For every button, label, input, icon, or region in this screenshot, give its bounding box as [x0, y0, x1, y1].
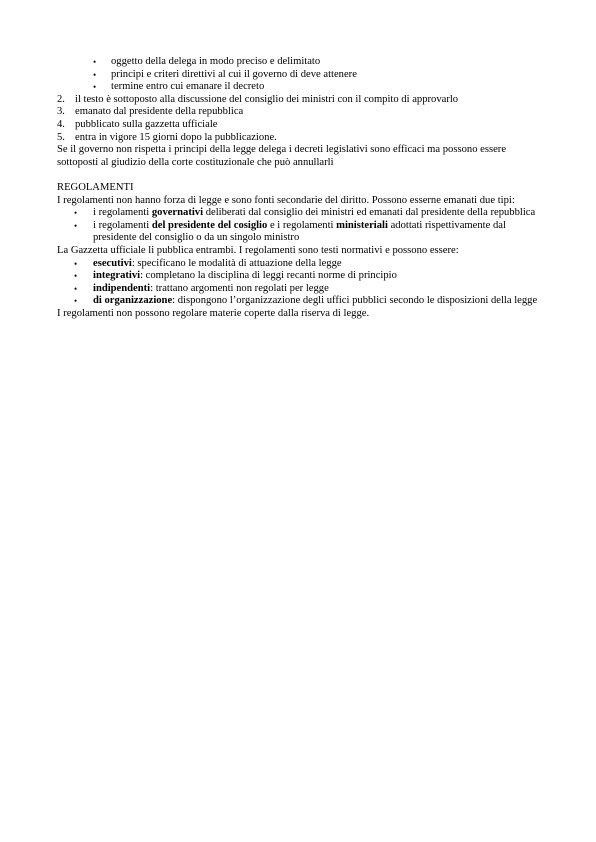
list-item: • oggetto della delega in modo preciso e delimitato	[93, 56, 321, 67]
section-heading-regolamenti: REGOLAMENTI	[57, 181, 134, 193]
list-item: • termine entro cui emanare il decreto	[93, 81, 265, 93]
bullet-icon: •	[93, 82, 97, 93]
paragraph-violation: Se il governo non rispetta i principi della legge delega i decreti legislativi sono efficaci ma possono essere sottoposti al giudizio della corte costituzionale che può annullarli	[57, 144, 507, 168]
regulation-kinds-list	[57, 258, 539, 308]
bullet-icon: •	[74, 296, 78, 307]
paragraph-gazzetta: La Gazzetta ufficiale li pubblica entrambi. I regolamenti sono testi normativi e possono essere:	[57, 244, 459, 256]
procedure-steps-list	[57, 94, 539, 144]
spacer	[57, 169, 539, 182]
bullet-icon: •	[93, 69, 97, 80]
bullet-icon: •	[74, 271, 78, 282]
list-item: • indipendenti: trattano argomenti non regolati per legge	[74, 282, 329, 294]
bullet-icon: •	[74, 220, 78, 231]
list-item: • di organizzazione: dispongono l’organizzazione degli uffici pubblici secondo le disposizioni della legge	[74, 295, 538, 307]
list-item: 3. emanato dal presidente della repubblica	[57, 106, 244, 118]
paragraph-intro: I regolamenti non hanno forza di legge e sono fonti secondarie del diritto. Possono esserne emanati due tipi:	[57, 194, 515, 206]
bullet-icon: •	[74, 208, 78, 219]
list-item: • i regolamenti governativi deliberati dal consiglio dei ministri ed emanati dal presidente della repubblica	[74, 207, 536, 219]
list-item: 2. il testo è sottoposto alla discussione del consiglio dei ministri con il compito di approvarlo	[57, 93, 459, 105]
bullet-icon: •	[74, 258, 78, 269]
document-page	[57, 56, 539, 320]
regulation-types-list	[57, 207, 539, 245]
list-item: • principi e criteri direttivi al cui il governo di deve attenere	[93, 68, 357, 80]
paragraph-final: I regolamenti non possono regolare materie coperte dalla riserva di legge.	[57, 307, 370, 319]
list-item: 4. pubblicato sulla gazzetta ufficiale	[57, 118, 218, 130]
list-item: • esecutivi: specificano le modalità di attuazione della legge	[74, 257, 342, 269]
bullet-icon: •	[74, 283, 78, 294]
bullet-icon: •	[93, 57, 97, 67]
delega-content-list	[57, 56, 539, 94]
list-item: 5. entra in vigore 15 giorni dopo la pubblicazione.	[57, 131, 277, 143]
list-item: • i regolamenti del presidente del cosiglio e i regolamenti ministeriali adottati rispettivamente dal presidente del consiglio o da un singolo ministro	[74, 219, 506, 244]
list-item: • integrativi: completano la disciplina di leggi recanti norme di principio	[74, 270, 397, 282]
